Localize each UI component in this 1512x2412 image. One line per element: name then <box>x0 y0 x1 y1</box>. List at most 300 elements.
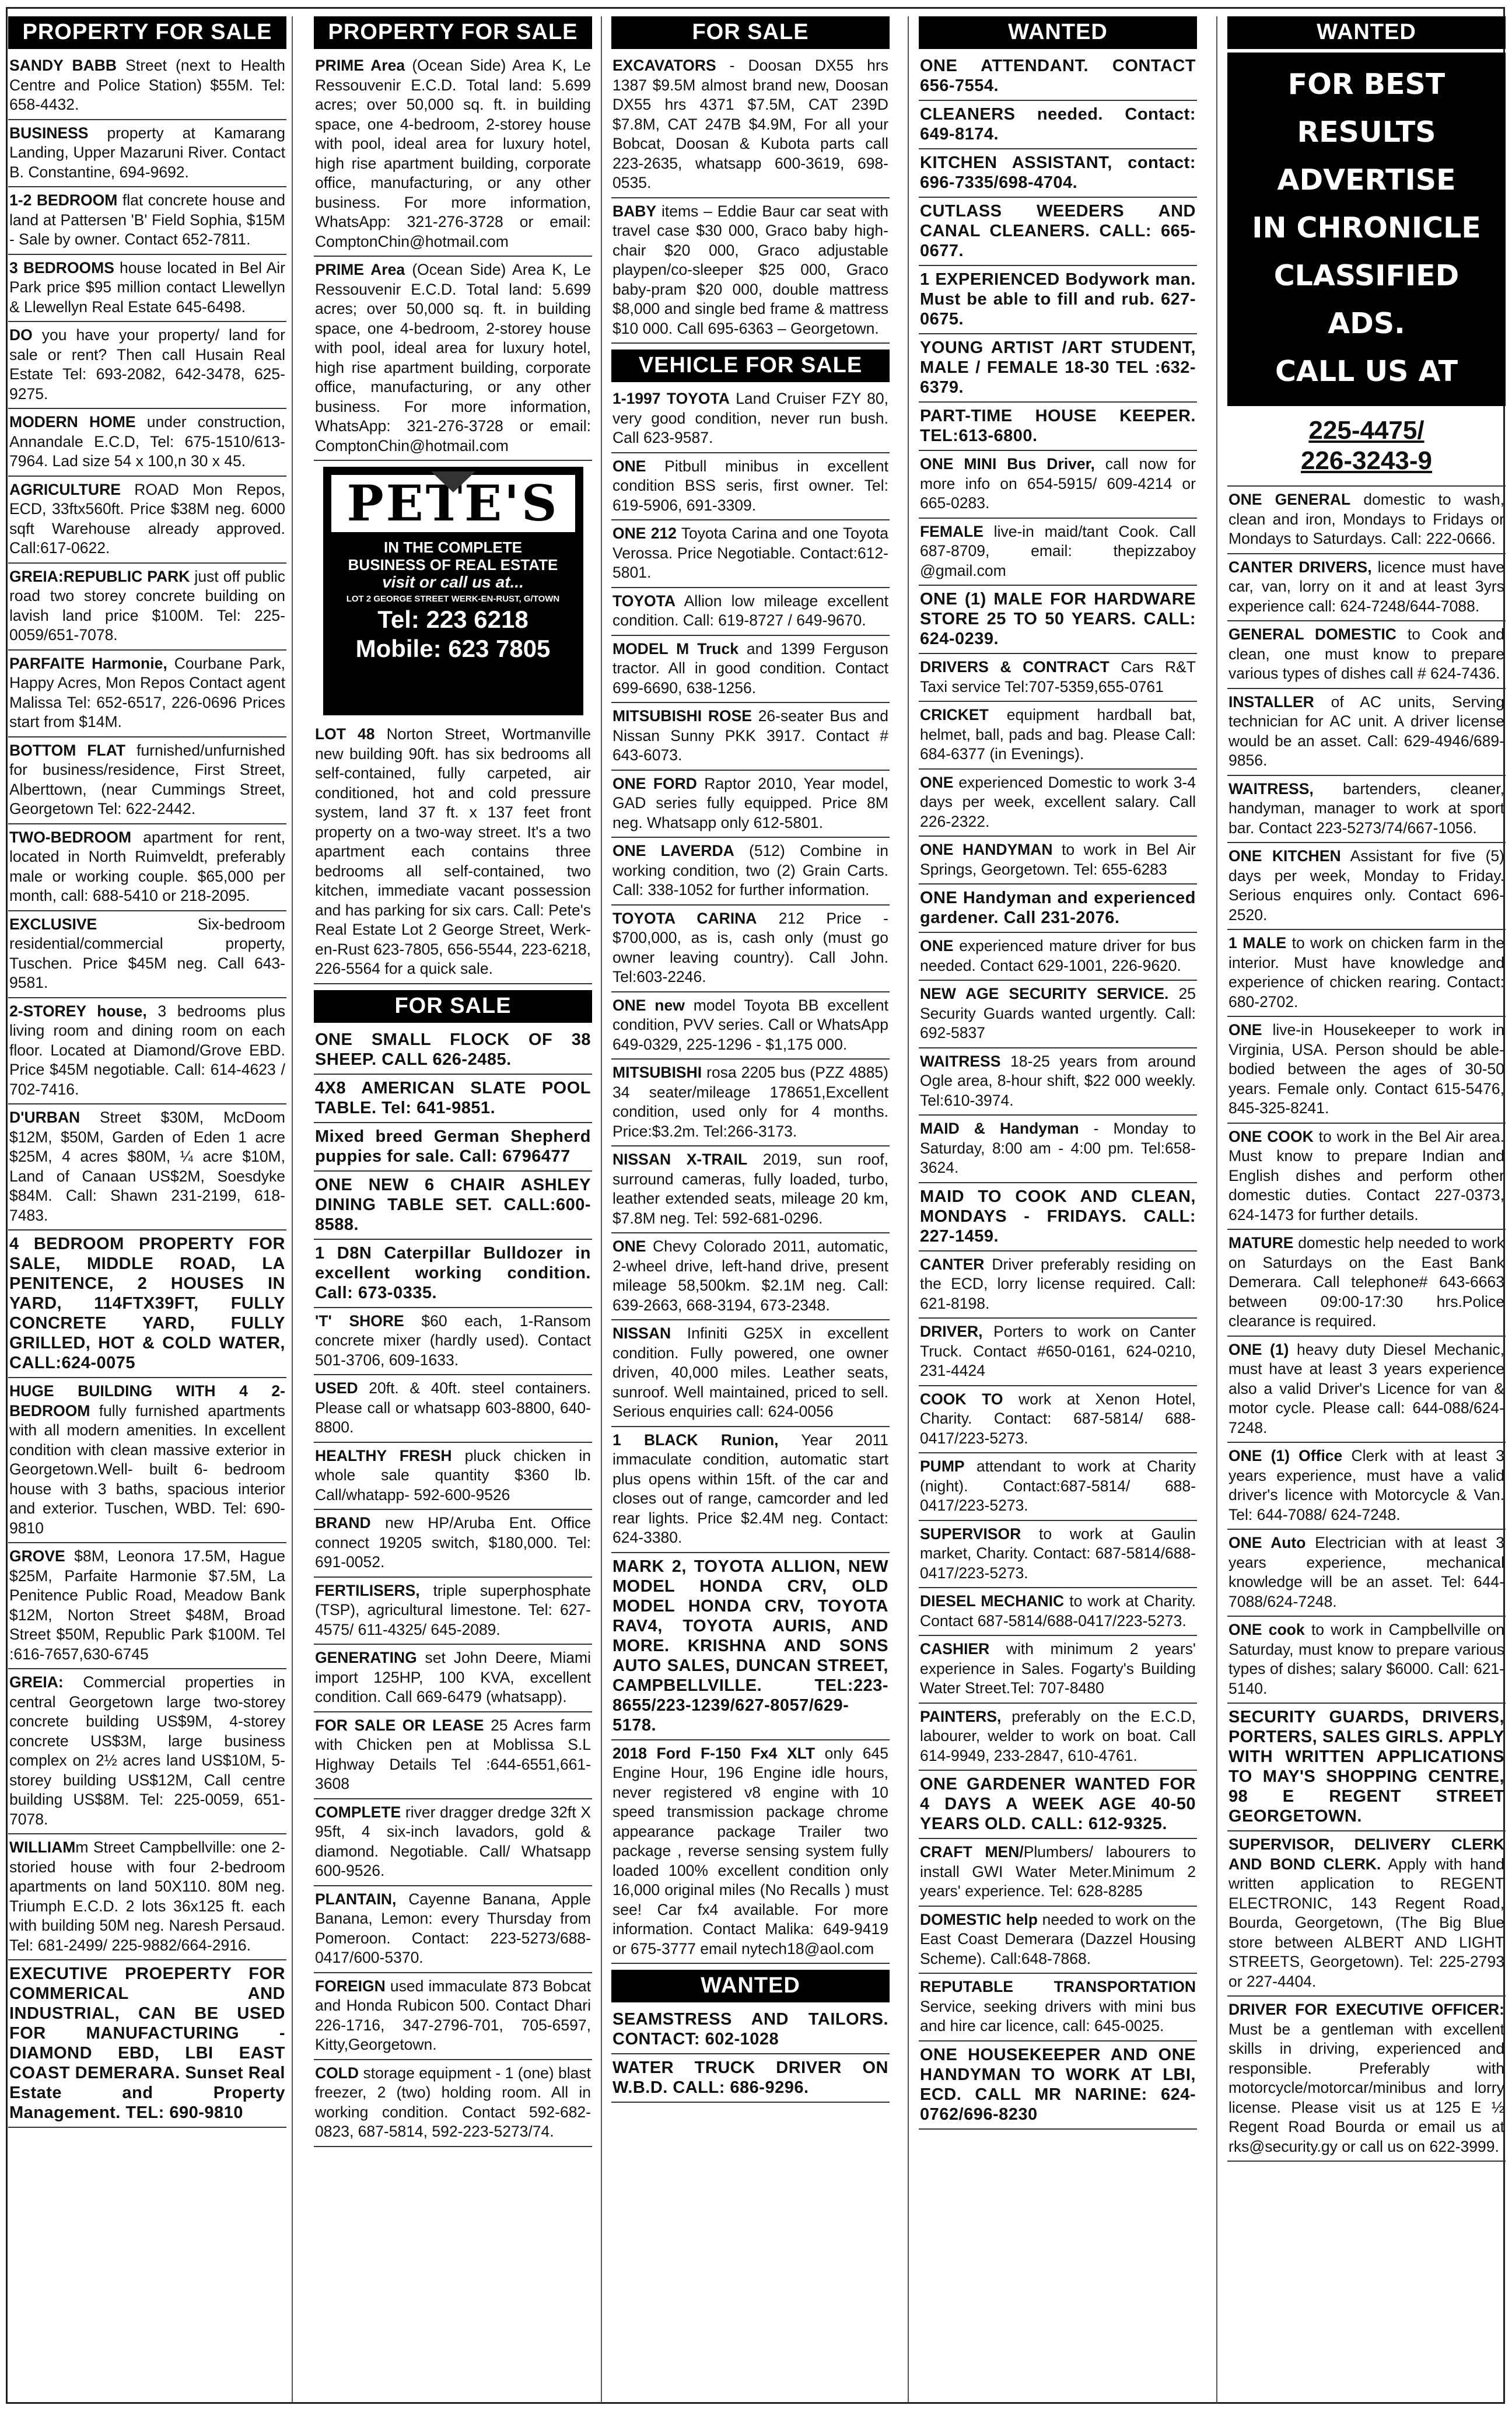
section-header: WANTED <box>611 1970 890 2002</box>
roof-arrow-icon <box>431 471 475 492</box>
ad-lead: D'URBAN <box>9 1109 80 1126</box>
ad-text: Apply with hand written application to REGENT ELECTRONIC, 143 Regent Road, Bourda, Georgetown, (The Big Blue store between ALBERT AND LIGHT STREETS, Georgetown). Tel: 225-2793 or 227-4404. <box>1228 1855 1504 1990</box>
ad-lead: EXCLUSIVE <box>9 915 97 933</box>
ad-lead: 2018 Ford F-150 Fx4 XLT <box>612 1744 816 1762</box>
ad-lead: MITSUBISHI ROSE <box>612 707 752 725</box>
ad-text: rosa 2205 bus (PZZ 4885) 34 seater/mileage 178651,Excellent condition, used only for 4 months. Price:$3.2m. Tel:266-3173. <box>612 1064 888 1140</box>
classified-ad <box>314 1510 592 1578</box>
ad-lead: BABY <box>612 202 657 220</box>
column-divider <box>1216 16 1217 2403</box>
column-property-for-sale-1 <box>8 16 286 2403</box>
classified-ad <box>919 1521 1197 1589</box>
classified-ad <box>1227 1997 1506 2162</box>
ad-lead: ONE COOK <box>1228 1127 1314 1145</box>
ad-lead: COLD <box>315 2064 359 2082</box>
ad-lead: FOR SALE OR LEASE <box>315 1716 484 1734</box>
ad-lead: CRAFT MEN/ <box>920 1843 1024 1861</box>
ad-text: Infiniti G25X in excellent condition. Fully powered, one owner driven, 40,000 miles. Leather seats, sunroof. Well maintained, priced to sell. Serious enquiries call: 624-0056 <box>612 1324 888 1420</box>
classified-ad <box>1227 1017 1506 1124</box>
ad-lead: MATURE <box>1228 1234 1294 1252</box>
ad-text: house located in Bel Air Park price $95 million contact Llewellyn & Llewellyn Real Estate 645-6498. <box>9 258 285 316</box>
classified-ad <box>919 654 1197 702</box>
ad-lead: ONE LAVERDA <box>612 842 734 859</box>
ad-text: to work in the Bel Air area. Must know to prepare Indian and English dishes and perform other domestic duties. Contact 227-0373, 624-1473 for further details. <box>1228 1127 1504 1224</box>
ad-lead: NISSAN X-TRAIL <box>612 1151 748 1168</box>
classified-ad <box>1227 1443 1506 1530</box>
ad-lead: USED <box>315 1379 358 1397</box>
section-header: PROPERTY FOR SALE <box>314 16 592 49</box>
petes-real-estate-ad <box>323 467 583 715</box>
classified-ad <box>1227 1337 1506 1443</box>
classified-ad <box>611 198 890 344</box>
classified-ad-bold: KITCHEN ASSISTANT, contact: 696-7335/698-4704. <box>919 149 1197 198</box>
classified-ad <box>1227 930 1506 1017</box>
classified-ad <box>8 1378 286 1543</box>
ad-text: preferably on the E.C.D, labourer, welder to work on boat. Call 614-9949, 233-2847, 610-4761. <box>920 1707 1196 1764</box>
classified-ad <box>314 1578 592 1645</box>
ad-text: 18-25 years from around Ogle area, 8-hour shift, $22 000 weekly. Tel:610-3974. <box>920 1052 1196 1109</box>
classified-ad <box>8 564 286 651</box>
ad-lead: COOK TO <box>920 1390 1003 1408</box>
ad-text: 25 Security Guards wanted urgently. Call: 692-5837 <box>920 985 1196 1041</box>
ad-text: m Street Campbellville: one 2-storied house with four 2-bedroom apartments on land 50X110. 80M neg. Triumph E.C.D. 2 lots 36x125 ft. each with building 50M neg. Naresh Persaud. Tel: 681-2499/ 225-9882/664-2916. <box>9 1838 285 1954</box>
column-divider <box>292 16 293 2403</box>
ad-lead: WILLIAM <box>9 1838 76 1856</box>
classified-ad-bold: EXECUTIVE PROEPERTY FOR COMMERICAL AND INDUSTRIAL, CAN BE USED FOR MANUFACTURING - DIAMOND EBD, LBI EAST COAST DEMERARA. Sunset Real Estate and Property Management. TEL: 690-9810 <box>8 1960 286 2128</box>
section-header: FOR SALE <box>314 990 592 1023</box>
column-wanted-2 <box>1227 16 1506 2403</box>
classified-ad <box>919 1636 1197 1704</box>
petes-wordmark: PETE'S <box>346 474 559 532</box>
section-header: PROPERTY FOR SALE <box>8 16 286 49</box>
ad-lead: TOYOTA <box>612 592 676 610</box>
classified-ad <box>1227 1124 1506 1231</box>
promo-phone-numbers <box>1227 410 1506 487</box>
ad-text: experienced mature driver for bus needed. Contact 629-1001, 226-9620. <box>920 937 1196 974</box>
classified-ad <box>919 1319 1197 1386</box>
ad-text: Clerk with at least 3 years experience, must have a valid driver's licence with Motorcycle & Van. Tel: 644-7088/ 624-7248. <box>1228 1447 1505 1523</box>
classified-ad <box>8 651 286 737</box>
ad-lead: 2-STOREY house, <box>9 1002 147 1020</box>
classified-ad-bold: MAID TO COOK AND CLEAN, MONDAYS - FRIDAYS. CALL: 227-1459. <box>919 1183 1197 1252</box>
classified-ad <box>611 520 890 588</box>
ad-text: to work in Bel Air Springs, Georgetown. Tel: 655-6283 <box>920 841 1196 878</box>
ad-lead: PLANTAIN, <box>315 1890 397 1908</box>
ad-lead: INSTALLER <box>1228 693 1314 711</box>
classified-ad <box>8 322 286 409</box>
ad-text: used immaculate 873 Bobcat and Honda Rubicon 500. Contact Dhari 226-1716, 347-2796-701, 705-6597, Kitty,Georgetown. <box>315 1977 591 2053</box>
ad-text: apartment for rent, located in North Ruimveldt, preferably male or working couple. $65,000 per month, call: 688-5410 or 218-2095. <box>9 828 285 904</box>
promo-line: IN CHRONICLE <box>1252 211 1481 244</box>
classified-ad <box>314 257 592 461</box>
ad-text: 20ft. & 40ft. steel containers. Please call or whatsapp 603-8800, 640-8800. <box>315 1379 591 1436</box>
ad-text: domestic to wash, clean and iron, Mondays to Fridays or Mondays to Saturdays. Call: 222-0666. <box>1228 491 1504 547</box>
ad-text: Land Cruiser FZY 80, very good condition, never run bush. Call 623-9587. <box>612 390 888 446</box>
phone-number: 225-4475/ <box>1308 416 1424 445</box>
ad-lead: ONE <box>920 773 954 791</box>
ad-text: of AC units, Serving technician for AC unit. A driver license would be an asset. Call: 629-4946/689-9856. <box>1228 693 1504 769</box>
ad-text: 2019, sun roof, surround cameras, fully loaded, turbo, leather extended seats, mileage 20 km, $7.8M neg. Tel: 592-681-0296. <box>612 1151 889 1227</box>
ad-text: Assistant for five (5) days per week, Monday to Friday. Serious enquires only. Contact 696-2520. <box>1228 847 1504 924</box>
ad-text: equipment hardball bat, helmet, ball, pads and bag. Please Call: 684-6377 (in Evenings). <box>920 706 1196 763</box>
classified-ad <box>611 636 890 704</box>
ad-text: licence must have car, van, lorry on it and at least 3yrs experience call: 624-7248/644-7088. <box>1228 558 1504 615</box>
ad-text: property at Kamarang Landing, Upper Mazaruni River. Contact B. Constantine, 694-9692. <box>9 124 285 181</box>
ad-text: flat concrete house and land at Pattersen 'B' Field Sophia, $15M - Sale by owner. Contact 652-7811. <box>9 191 286 248</box>
ad-lead: DO <box>9 326 33 344</box>
ad-text: needed to work on the East Coast Demerara (Dazzel Housing Scheme). Call:648-7868. <box>920 1910 1196 1967</box>
ad-text: under construction, Annandale E.C.D, Tel: 675-1510/613-7964. Lad size 54 x 100,n 30 x 45. <box>9 413 285 470</box>
ad-lead: LOT 48 <box>315 725 375 743</box>
ad-text: work at Xenon Hotel, Charity. Contact: 687-5814/ 688-0417/223-5273. <box>920 1390 1196 1447</box>
classified-ad <box>611 1060 890 1146</box>
ad-text: live-in maid/tant Cook. Call 687-8709, email: thepizzaboy @gmail.com <box>920 522 1196 579</box>
ad-lead: HEALTHY FRESH <box>315 1446 452 1464</box>
ad-lead: DIESEL MECHANIC <box>920 1592 1065 1610</box>
phone-number: 226-3243-9 <box>1300 446 1433 475</box>
classified-ad <box>1227 1230 1506 1337</box>
ad-lead: CRICKET <box>920 706 989 723</box>
classified-ad <box>8 1834 286 1960</box>
ad-text: attendant to work at Charity (night). Contact:687-5814/ 688-0417/223-5273. <box>920 1457 1196 1514</box>
ad-lead: MITSUBISHI <box>612 1064 702 1081</box>
ad-lead: DRIVERS & CONTRACT <box>920 658 1110 676</box>
ad-lead: WAITRESS, <box>1228 779 1314 798</box>
section-header: WANTED <box>1227 16 1506 49</box>
ad-text: 25 Acres farm with Chicken pen at Moblissa S.L Highway Details Tel :644-6551,661-3608 <box>315 1716 591 1792</box>
classified-ad <box>611 588 890 636</box>
ad-lead: EXCAVATORS <box>612 57 716 74</box>
ad-text: $60 each, 1-Ransom concrete mixer (hardly used). Contact 501-3706, 609-1633. <box>315 1312 591 1369</box>
classified-ad <box>1227 621 1506 689</box>
ad-lead: ONE <box>1228 1021 1262 1039</box>
logo-tel: Tel: 223 6218 <box>377 606 528 633</box>
classified-ad-bold: WATER TRUCK DRIVER ON W.B.D. CALL: 686-9296. <box>611 2054 890 2103</box>
classified-ad <box>919 1588 1197 1636</box>
ad-lead: GENERAL DOMESTIC <box>1228 625 1396 643</box>
ad-lead: TOYOTA CARINA <box>612 909 757 927</box>
ad-text: experienced Domestic to work 3-4 days per week, excellent salary. Call 226-2322. <box>920 773 1196 830</box>
chronicle-promo-banner <box>1227 53 1506 406</box>
classified-ad <box>611 453 890 521</box>
ad-lead: AGRICULTURE <box>9 480 121 498</box>
classified-ad <box>611 1320 890 1427</box>
ad-text: to work at Gaulin market, Charity. Contact: 687-5814/688-0417/223-5273. <box>920 1525 1196 1582</box>
classified-ad <box>314 1375 592 1443</box>
ad-text: set John Deere, Miami import 125HP, 100 KVA, excellent condition. Call 669-6479 (whatsapp). <box>315 1649 591 1705</box>
ad-text: Cayenne Banana, Apple Banana, Lemon: every Thursday from Pomeroon. Contact: 223-5273/688-0417/600-5370. <box>315 1890 591 1966</box>
classified-ad-bold: ONE SMALL FLOCK OF 38 SHEEP. CALL 626-2485. <box>314 1026 592 1075</box>
classified-ad <box>314 1308 592 1376</box>
ad-text: Allion low mileage excellent condition. Call: 619-8727 / 649-9670. <box>612 592 888 629</box>
ad-lead: FERTILISERS, <box>315 1581 420 1599</box>
classified-ad <box>611 703 890 771</box>
classified-ad <box>1227 487 1506 554</box>
ad-text: Plumbers/ labourers to install GWI Water Meter.Minimum 2 years' experience. Tel: 628-8285 <box>920 1843 1196 1900</box>
ad-lead: WAITRESS <box>920 1052 1001 1070</box>
classified-ad <box>314 1799 592 1886</box>
classified-ad <box>314 1645 592 1712</box>
ad-text: model Toyota BB excellent condition, PVV series. Call or WhatsApp 649-0329, 225-1296 - $1,175 000. <box>612 996 888 1053</box>
ad-text: Raptor 2010, Year model, GAD series fully equipped. Price 8M neg. Whatsapp only 612-5801. <box>612 774 888 831</box>
classified-ad <box>919 1453 1197 1521</box>
ad-lead: ONE <box>612 1238 646 1255</box>
classified-ad-bold: ONE (1) MALE FOR HARDWARE STORE 25 TO 50 YEARS. CALL: 624-0239. <box>919 586 1197 654</box>
ad-text: 3 bedrooms plus living room and dining room on each floor. Located at Diamond/Grove EBD. Price $45M negotiable. Call: 614-4623 / 702-7416. <box>9 1002 285 1098</box>
classified-ad <box>919 1839 1197 1907</box>
ad-text: Commercial properties in central Georgetown large two-storey concrete building US$9M, 4-storey concrete US$3M, large business complex on 2½ acres land US$10M, 5-storey building US$12M, Call centre building US$8M. Tel: 225-0059, 651-7078. <box>9 1673 285 1828</box>
classified-ad <box>611 1740 890 1964</box>
ad-text: pluck chicken in whole sale quantity $360 lb. Call/whatapp- 592-600-9526 <box>315 1446 591 1504</box>
classified-ad <box>611 906 890 992</box>
classified-ad <box>611 386 890 453</box>
classified-ad <box>314 1973 592 2060</box>
classified-ad <box>8 1104 286 1231</box>
logo-address: LOT 2 GEORGE STREET WERK-EN-RUST, G/TOWN <box>346 594 560 604</box>
column-for-sale-vehicles <box>611 16 890 2403</box>
classified-ad-bold: SEAMSTRESS AND TAILORS. CONTACT: 602-1028 <box>611 2006 890 2054</box>
ad-lead: PARFAITE Harmonie, <box>9 654 167 672</box>
classified-ad <box>8 255 286 323</box>
ad-lead: SANDY BABB <box>9 57 117 74</box>
ad-text: just off public road two storey concrete building on lavish land price $100M. Tel: 225-0059/651-7078. <box>9 567 285 644</box>
classified-ad <box>919 702 1197 770</box>
ad-text: Street $30M, McDoom $12M, $50M, Garden of Eden 1 acre $25M, 4 acres $80M, ¼ acre $10M, Land of Canaan US$2M, Soesdyke $84M. Call: Shawn 231-2199, 618-7483. <box>9 1109 285 1224</box>
ad-lead: FOREIGN <box>315 1977 386 1995</box>
column-divider <box>908 16 909 2403</box>
promo-line: ADVERTISE <box>1277 163 1456 197</box>
classified-ad <box>919 770 1197 837</box>
ad-lead: MAID & Handyman <box>920 1120 1079 1137</box>
ad-lead: 'T' SHORE <box>315 1312 404 1330</box>
classified-ad <box>8 1669 286 1834</box>
ad-lead: CANTER <box>920 1255 985 1273</box>
promo-line: CALL US AT <box>1275 355 1458 388</box>
classified-ad <box>611 1427 890 1553</box>
classified-ad <box>8 53 286 120</box>
classified-ad <box>314 2060 592 2147</box>
ad-lead: COMPLETE <box>315 1803 401 1821</box>
ad-lead: FEMALE <box>920 522 984 540</box>
ad-text: Must be a gentleman with excellent skills in driving, experienced and responsible. Preferably with motorcycle/motorcar/minibus and lorry license. Please visit us at 125 E ½ Regent Road Bourda or email us at rks@security.gy or call us on 622-3999. <box>1228 2020 1504 2155</box>
ad-lead: SUPERVISOR <box>920 1525 1021 1543</box>
ad-text: - Monday to Saturday, 8:00 am - 4:00 pm. Tel:658-3624. <box>920 1120 1196 1176</box>
ad-text: live-in Housekeeper to work in Virginia, USA. Person should be able-bodied between the ages of 30-50 years. Female only. Contact 615-5476, 845-325-8241. <box>1228 1021 1504 1117</box>
classified-ad <box>8 824 286 911</box>
ad-text: (512) Combine in working condition, two (2) Grain Carts. Call: 338-1052 for further information. <box>612 842 888 899</box>
ad-lead: BUSINESS <box>9 124 89 142</box>
ad-text: Courbane Park, Happy Acres, Mon Repos Contact agent Malissa Tel: 652-6517, 226-0696 Prices start from $14M. <box>9 654 286 730</box>
classified-ad <box>919 1974 1197 2042</box>
ad-text: (Ocean Side) Area K, Le Ressouvenir E.C.D. Total land: 5.699 acres; over 50,000 sq. ft. in building space, one 4-bedroom, 2-storey house with pool, ideal area for luxury hotel, high rise apartment building, corporate office, manufacturing, or any other business. For more information, WhatsApp: 321-276-3728 or email: ComptonChin@hotmail.com <box>315 57 591 250</box>
ad-text: only 645 Engine Hour, 196 Engine idle hours, never registered v8 engine with 10 speed transmission package chrome appearance package Trailer two package , reverse sensing system fully loaded 100% excellent condition only 16,000 original miles (No Recalls ) must see! Car fx4 available. For more information. Contact Malika: 649-9419 or 675-3777 email nytech18@aol.com <box>612 1744 888 1957</box>
ad-text: Six-bedroom residential/commercial property, Tuschen. Price $45M neg. Call 643-9581. <box>9 915 285 991</box>
ad-text: triple superphosphate (TSP), agricultural limestone. Tel: 627-4575/ 611-4325/ 645-2089. <box>315 1581 591 1638</box>
classified-ad-bold: MARK 2, TOYOTA ALLION, NEW MODEL HONDA CRV, OLD MODEL HONDA CRV, TOYOTA RAV4, TOYOTA AURIS, AND MORE. KRISHNA AND SONS AUTO SALES, DUNCAN STREET, CAMPBELLVILLE. TEL:223-8655/223-1239/627-8057/629-5178. <box>611 1553 890 1740</box>
ad-lead: SUPERVISOR, DELIVERY CLERK AND BOND CLERK. <box>1228 1836 1504 1873</box>
petes-logo <box>330 473 577 534</box>
ad-lead: ONE KITCHEN <box>1228 847 1341 865</box>
ad-lead: 1-2 BEDROOM <box>9 191 118 209</box>
classified-ad-bold: Mixed breed German Shepherd puppies for sale. Call: 6796477 <box>314 1123 592 1172</box>
classified-ad <box>611 771 890 838</box>
ad-text: furnished/unfurnished for business/residence, First Street, Alberttown, (near Cummings Street, Georgetown Tel: 622-2442. <box>9 741 285 817</box>
classified-ad <box>919 1116 1197 1183</box>
ad-lead: TWO-BEDROOM <box>9 828 132 846</box>
classified-ad <box>919 837 1197 885</box>
ad-text: Toyota Carina and one Toyota Verossa. Price Negotiable. Contact:612-5801. <box>612 525 888 581</box>
ad-lead: CANTER DRIVERS, <box>1228 558 1372 576</box>
ad-text: Year 2011 immaculate condition, automatic start plus opens within 15ft. of the car and closes out of range, camcorder and led rear lights. Price $2.4M neg. Contact: 624-3380. <box>612 1431 888 1546</box>
classified-ad-bold: ONE GARDENER WANTED FOR 4 DAYS A WEEK AGE 40-50 YEARS OLD. CALL: 612-9325. <box>919 1771 1197 1839</box>
column-divider <box>601 16 602 2403</box>
classified-ad <box>8 187 286 255</box>
classified-ad-bold: ONE ATTENDANT. CONTACT 656-7554. <box>919 53 1197 101</box>
classified-ad <box>1227 1617 1506 1704</box>
promo-line: CLASSIFIED ADS. <box>1273 259 1460 340</box>
ad-text: to Cook and clean, one must know to prepare various types of dishes call # 624-7436. <box>1228 625 1504 682</box>
ad-text: Norton Street, Wortmanville new building 90ft. has six bedrooms all self-contained, fully carpeted, air conditioned, hot and cold pressure system, land 37 ft. x 137 feet front property on a two-way street. It's a two apartment each contains three bedrooms all self-contained, two kitchen, immediate vacant possession and has parking for six cars. Call: Pete's Real Estate Lot 2 George Street, Werk-en-Rust 623-7805, 656-5544, 223-6218, 226-5564 for a quick sale. <box>315 725 591 977</box>
ad-text: heavy duty Diesel Mechanic, must have at least 3 years experience also a valid Driver's Licence for van & motor cycle. Please call: 644-088/624-7248. <box>1228 1340 1504 1436</box>
ad-lead: ONE MINI Bus Driver, <box>920 455 1095 473</box>
classified-ad <box>919 1704 1197 1771</box>
ad-text: Pitbull minibus in excellent condition BSS seris, first owner. Tel: 619-5906, 691-3309. <box>612 457 888 514</box>
classified-ad <box>611 1146 890 1233</box>
ad-lead: 3 BEDROOMS <box>9 258 114 277</box>
ad-text: to work at Charity. Contact 687-5814/688-0417/223-5273. <box>920 1592 1196 1630</box>
ad-lead: PUMP <box>920 1457 965 1475</box>
classified-ad <box>314 1712 592 1799</box>
classified-ad <box>919 1252 1197 1319</box>
ad-lead: PRIME Area <box>315 261 405 278</box>
ad-text: and 1399 Ferguson tractor. All in good condition. Contact 699-6690, 638-1256. <box>612 639 888 697</box>
ad-lead: ONE cook <box>1228 1621 1305 1638</box>
ad-lead: ONE HANDYMAN <box>920 841 1053 858</box>
classified-ad <box>611 838 890 906</box>
ad-lead: HUGE BUILDING WITH 4 2- BEDROOM <box>9 1382 285 1420</box>
ad-lead: ONE (1) Office <box>1228 1447 1343 1464</box>
ad-lead: ONE <box>920 937 954 955</box>
classified-ad-bold: ONE NEW 6 CHAIR ASHLEY DINING TABLE SET. CALL:600-8588. <box>314 1172 592 1240</box>
classified-ad <box>314 1443 592 1511</box>
ad-lead: NEW AGE SECURITY SERVICE. <box>920 985 1169 1002</box>
classified-ad <box>919 1386 1197 1454</box>
ad-lead: PAINTERS, <box>920 1707 1002 1725</box>
ad-text: call now for more info on 654-5915/ 609-4214 or 665-0283. <box>920 455 1196 512</box>
classified-ad <box>611 1233 890 1320</box>
ad-text: Porters to work on Canter Truck. Contact #650-0161, 624-0210, 231-4424 <box>920 1323 1196 1379</box>
logo-cta: visit or call us at... <box>382 573 524 591</box>
classified-ad-bold: 4X8 AMERICAN SLATE POOL TABLE. Tel: 641-9851. <box>314 1075 592 1123</box>
ad-lead: GROVE <box>9 1547 65 1565</box>
ad-lead: ONE 212 <box>612 525 677 542</box>
ad-text: with minimum 2 years' experience in Sales. Fogarty's Building Water Street.Tel: 707-8480 <box>920 1640 1196 1697</box>
ad-lead: NISSAN <box>612 1324 671 1342</box>
ad-lead: BOTTOM FLAT <box>9 741 126 759</box>
ad-lead: ONE Auto <box>1228 1534 1306 1551</box>
classified-ad <box>8 1543 286 1669</box>
ad-text: bartenders, cleaner, handyman, manager to work at sport bar. Contact 223-5273/74/667-1056. <box>1228 779 1504 837</box>
logo-tagline: BUSINESS OF REAL ESTATE <box>348 556 558 574</box>
logo-tagline: IN THE COMPLETE <box>384 539 522 556</box>
ad-text: $8M, Leonora 17.5M, Hague $25M, Parfaite Harmonie $7.5M, La Penitence Public Road, Meadow Bank $12M, Norton Street $48M, Broad Street $50M, Republic Park $100M. Tel :616-7657,630-6745 <box>9 1547 285 1663</box>
classified-ad <box>314 721 592 984</box>
ad-text: to work in Campbellville on Saturday, must know to prepare various types of dishes; salary $6000. Call: 621-5140. <box>1228 1621 1504 1697</box>
ad-lead: GENERATING <box>315 1649 417 1666</box>
classified-ad <box>8 477 286 564</box>
ad-text: (Ocean Side) Area K, Le Ressouvenir E.C.D. Total land: 5.699 acres; over 50,000 sq. ft. in building space, one 4-bedroom, 2-storey house with pool, ideal area for luxury hotel, high rise apartment building, corporate office, manufacturing, or any other business. For more information, WhatsApp: 321-276-3728 or email: ComptonChin@hotmail.com <box>315 261 591 455</box>
ad-lead: ONE GENERAL <box>1228 491 1351 508</box>
classified-ad <box>8 998 286 1105</box>
ad-text: - Doosan DX55 hrs 1387 $9.5M almost brand new, Doosan DX55 hrs 4371 $7.5M, CAT 239D $7.8M, CAT 247B $4.9M, For all your Bobcat, Doosan & Kubota parts call 223-2635, whatsapp 600-3619, 698-0535. <box>612 57 888 191</box>
classified-ad <box>8 737 286 824</box>
ad-lead: GREIA:REPUBLIC PARK <box>9 567 190 585</box>
ad-lead: DRIVER FOR EXECUTIVE OFFICER: <box>1228 2001 1504 2018</box>
column-wanted-1 <box>919 16 1197 2403</box>
classified-ad <box>919 1048 1197 1116</box>
classified-ad <box>1227 843 1506 930</box>
ad-text: storage equipment - 1 (one) blast freezer, 2 (two) holding room. All in working condition. Contact 592-682-0823, 687-5814, 592-223-5273/74. <box>315 2064 591 2140</box>
ad-text: items – Eddie Baur car seat with travel case $30 000, Graco baby high-chair $20 000, Graco adjustable playpen/co-sleeper $25 000, Graco baby-pram $20 000, double mattress $8,000 and single bed frame & mattress $10 000. Call 695-6363 – Georgetown. <box>612 202 888 337</box>
ad-lead: 1 BLACK Runion, <box>612 1431 779 1449</box>
section-header: WANTED <box>919 16 1197 49</box>
classified-ad-bold: YOUNG ARTIST /ART STUDENT, MALE / FEMALE 18-30 TEL :632-6379. <box>919 334 1197 403</box>
classified-ad-bold: 4 BEDROOM PROPERTY FOR SALE, MIDDLE ROAD, LA PENITENCE, 2 HOUSES IN YARD, 114FTX39FT, FULLY CONCRETE YARD, FULLY GRILLED, HOT & COLD WATER, CALL:624-0075 <box>8 1231 286 1378</box>
ad-text: ROAD Mon Repos, ECD, 33ftx560ft. Price $38M neg. 6000 sqft Warehouse already approved. Call:617-0622. <box>9 480 285 557</box>
classified-ad-bold: ONE HOUSEKEEPER AND ONE HANDYMAN TO WORK AT LBI, ECD. CALL MR NARINE: 624-0762/696-8230 <box>919 2042 1197 2130</box>
classified-ad <box>919 451 1197 519</box>
ad-lead: ONE (1) <box>1228 1340 1289 1358</box>
classified-ad <box>8 120 286 188</box>
ad-text: Street (next to Health Centre and Police Station) $55M. Tel: 658-4432. <box>9 57 285 113</box>
classified-ad <box>1227 1831 1506 1997</box>
ad-text: Chevy Colorado 2011, automatic, 2-wheel drive, left-hand drive, present mileage 58,500km. $2.1M neg. Call: 639-2663, 668-3194, 673-2348. <box>612 1238 888 1314</box>
classified-ad <box>8 409 286 477</box>
ad-text: Driver preferably residing on the ECD, lorry license required. Call: 621-8198. <box>920 1255 1196 1312</box>
column-property-for-sale-2 <box>314 16 592 2403</box>
ad-lead: 1-1997 TOYOTA <box>612 390 730 407</box>
classified-ad <box>1227 689 1506 776</box>
classified-ad <box>1227 776 1506 844</box>
classified-ad <box>611 53 890 198</box>
ad-text: Service, seeking drivers with mini bus and hire car licence, call: 645-0025. <box>920 1997 1196 2035</box>
ad-text: you have your property/ land for sale or rent? Then call Husain Real Estate Tel: 693-2082, 642-3478, 625-9275. <box>9 326 285 403</box>
classified-ad <box>8 911 286 998</box>
classified-ad-bold: SECURITY GUARDS, DRIVERS, PORTERS, SALES GIRLS. APPLY WITH WRITTEN APPLICATIONS TO MAY'S SHOPPING CENTRE, 98 E REGENT STREET GEORGETOWN. <box>1227 1704 1506 1831</box>
ad-text: Cars R&T Taxi service Tel:707-5359,655-0761 <box>920 658 1196 695</box>
ad-lead: 1 MALE <box>1228 934 1287 952</box>
ad-lead: MODERN HOME <box>9 413 136 431</box>
classified-ad-bold: ONE Handyman and experienced gardener. Call 231-2076. <box>919 885 1197 933</box>
section-header: FOR SALE <box>611 16 890 49</box>
ad-text: 212 Price - $700,000, as is, cash only (must go owner leaving country). Call John. Tel:603-2246. <box>612 909 888 985</box>
ad-lead: GREIA: <box>9 1673 64 1691</box>
classified-ad-bold: 1 D8N Caterpillar Bulldozer in excellent working condition. Call: 673-0335. <box>314 1240 592 1308</box>
ad-lead: MODEL M Truck <box>612 639 738 658</box>
section-header: VEHICLE FOR SALE <box>611 349 890 382</box>
classified-ad <box>1227 554 1506 622</box>
ad-text: to work on chicken farm in the interior. Must have knowledge and experience of chicken rearing. Contact: 680-2702. <box>1228 934 1504 1011</box>
classified-ad-bold: 1 EXPERIENCED Bodywork man. Must be able to fill and rub. 627-0675. <box>919 266 1197 334</box>
ad-lead: ONE <box>612 457 646 475</box>
classified-ad <box>314 53 592 257</box>
classified-ad <box>611 992 890 1060</box>
promo-line: FOR BEST RESULTS <box>1287 68 1446 149</box>
ad-lead: BRAND <box>315 1514 371 1532</box>
ad-text: Electrician with at least 3 years experience, mechanical knowledge will be an asset. Tel: 644-7088/624-7248. <box>1228 1534 1504 1610</box>
classified-ad <box>919 933 1197 981</box>
classified-ad-bold: CLEANERS needed. Contact: 649-8174. <box>919 101 1197 149</box>
